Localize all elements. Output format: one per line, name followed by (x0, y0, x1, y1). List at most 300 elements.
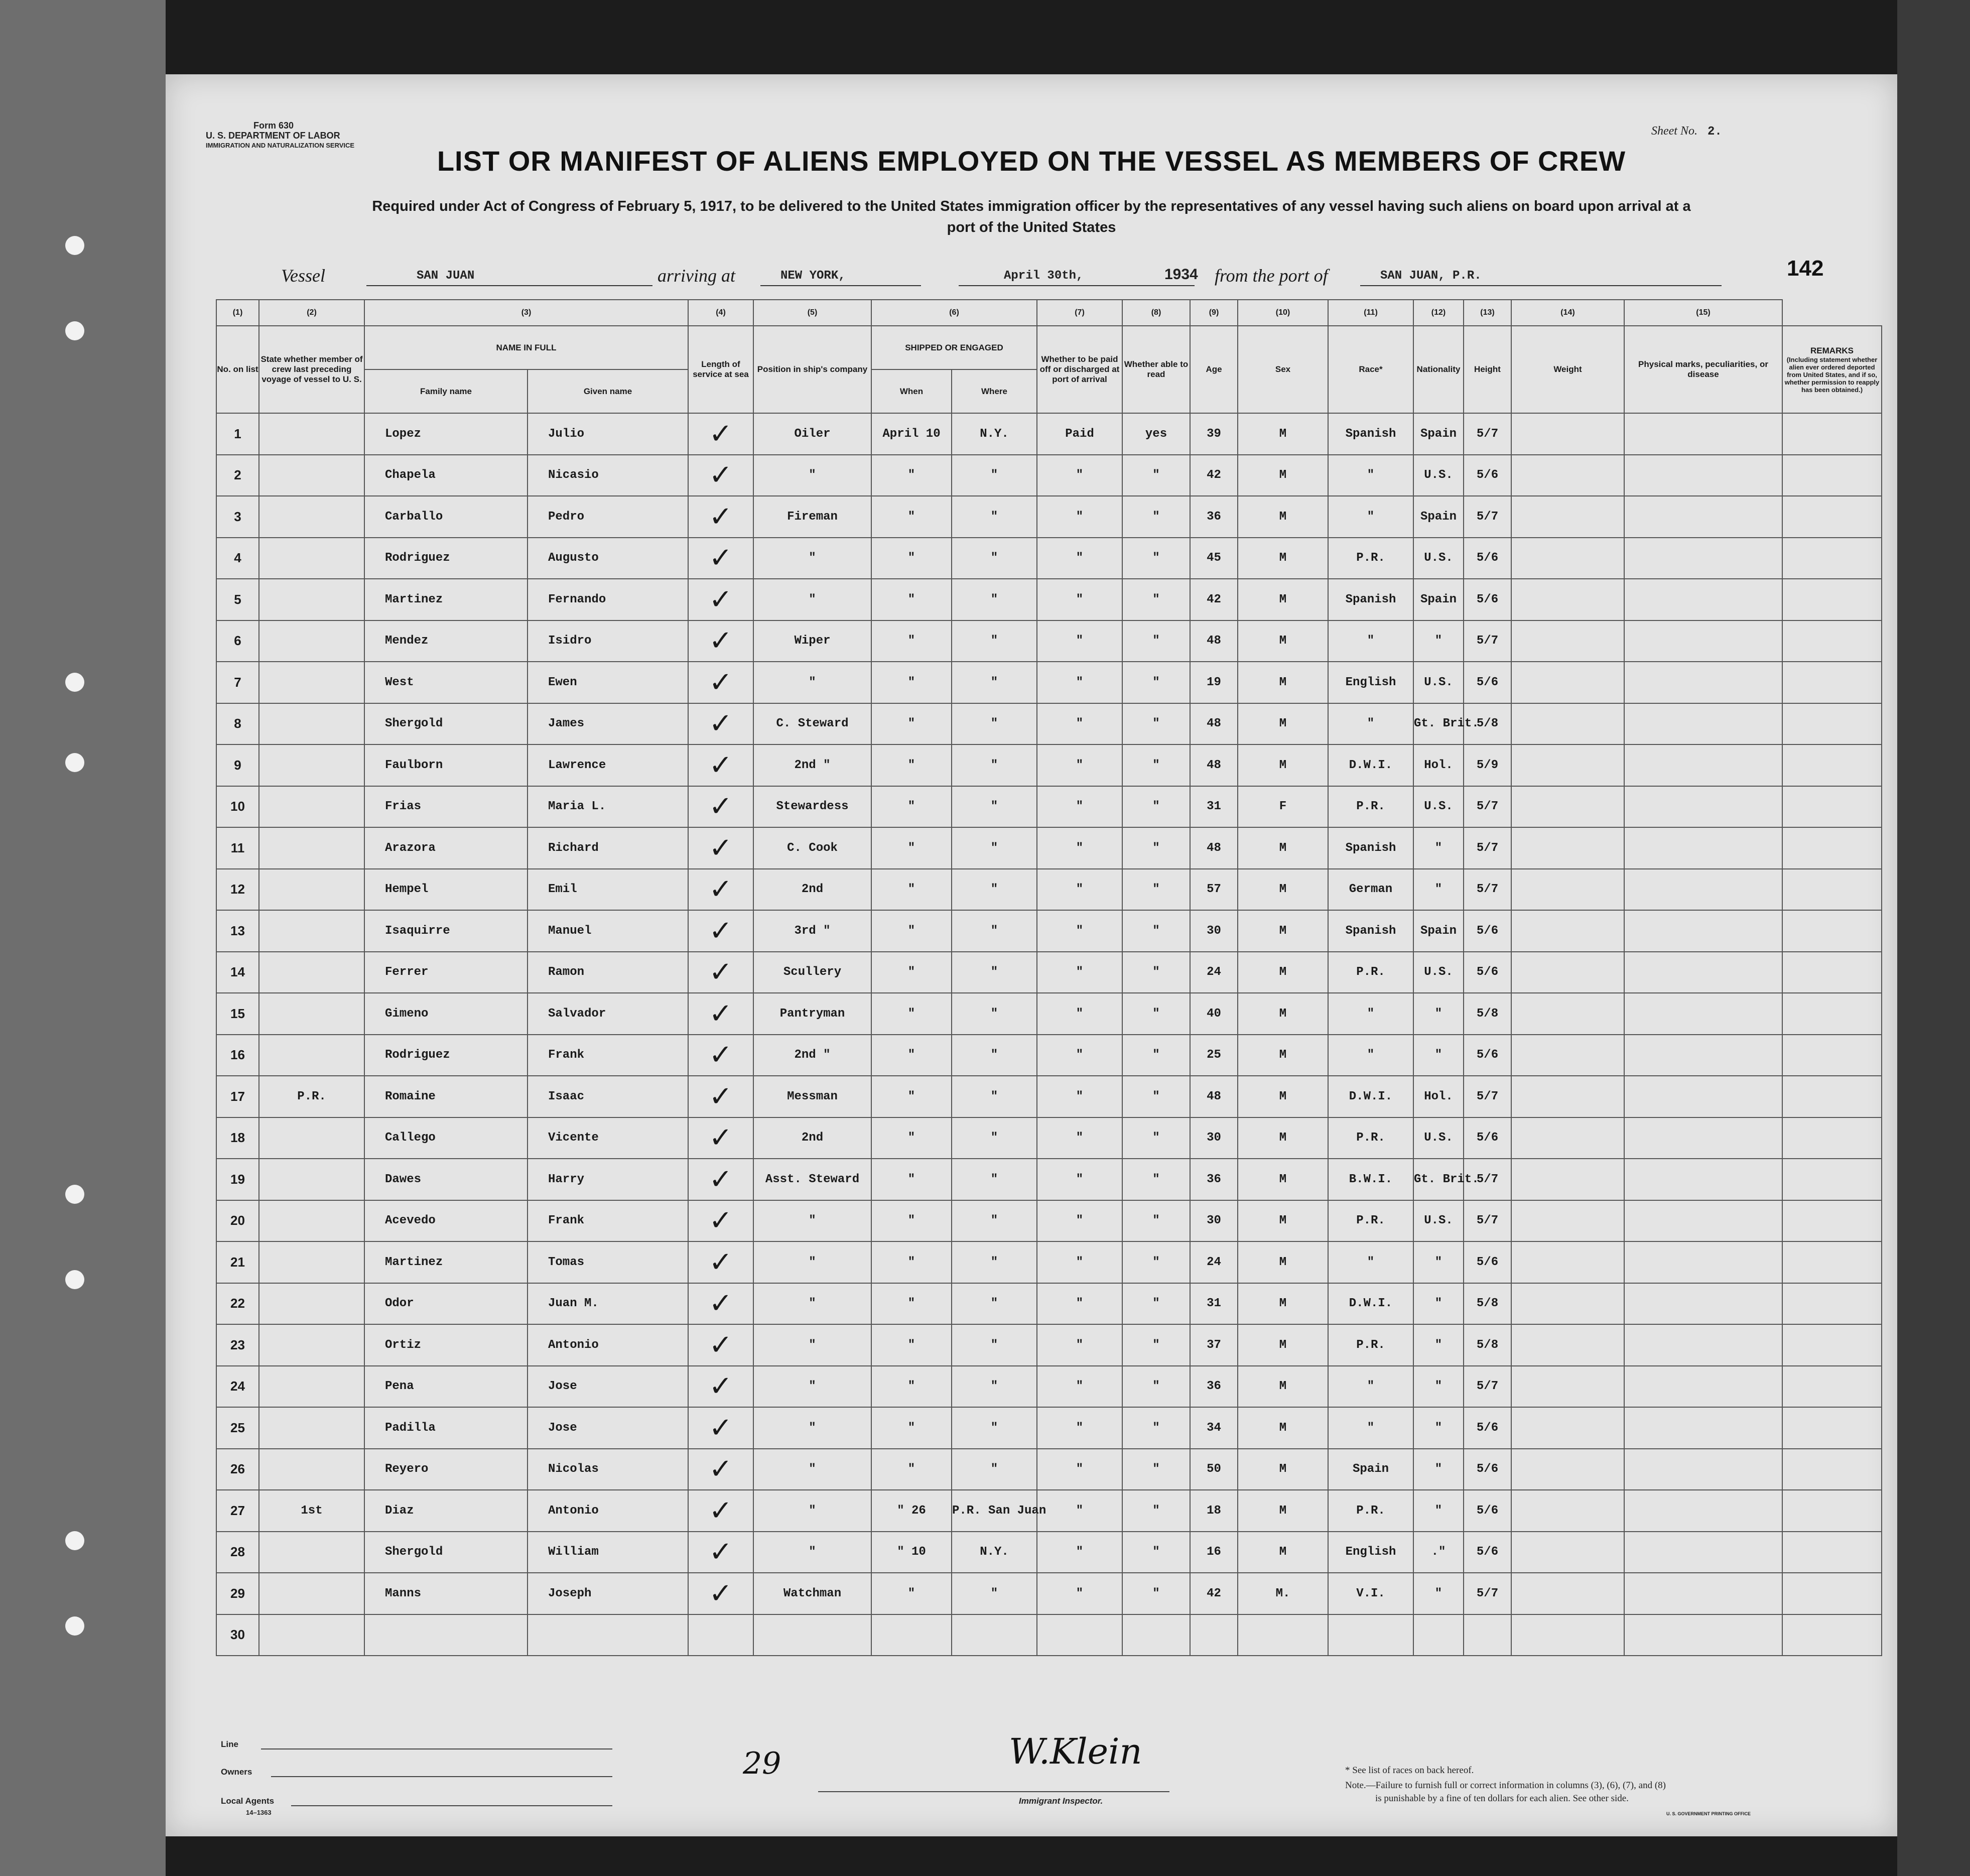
given-name-cell: Vicente (528, 1117, 688, 1159)
remarks-cell (1782, 1324, 1882, 1366)
race-cell: " (1328, 455, 1413, 496)
header-paid-off: Whether to be paid off or discharged at port of arrival (1037, 326, 1122, 413)
table-row (216, 1449, 1882, 1490)
remarks-cell (1782, 1490, 1882, 1532)
family-name-cell: Diaz (364, 1490, 528, 1532)
race-cell: " (1328, 1035, 1413, 1076)
age-cell: 50 (1190, 1449, 1238, 1490)
age-cell: 30 (1190, 1117, 1238, 1159)
sex-cell: M (1238, 1200, 1328, 1242)
state-whether-cell (259, 744, 364, 786)
sheet-label: Sheet No. (1651, 124, 1697, 138)
service-checkmark: ✓ (688, 1035, 753, 1076)
state-whether-cell: P.R. (259, 1076, 364, 1117)
physical-marks-cell (1624, 1449, 1782, 1490)
height-cell: 5/7 (1464, 1159, 1511, 1200)
binder-hole (65, 321, 84, 340)
remarks-cell (1782, 910, 1882, 952)
remarks-cell (1782, 1573, 1882, 1614)
weight-cell (1511, 1159, 1624, 1200)
position-cell: " (753, 1241, 871, 1283)
shipped-where-cell: P.R. San Juan (952, 1490, 1037, 1532)
able-read-cell: " (1122, 538, 1190, 579)
vessel-underline (366, 285, 652, 286)
weight-cell (1511, 662, 1624, 703)
shipped-when-cell: " (871, 703, 952, 745)
shipped-when-cell: " (871, 869, 952, 911)
weight-cell (1511, 455, 1624, 496)
paid-off-cell: " (1037, 1076, 1122, 1117)
service-checkmark: ✓ (688, 620, 753, 662)
physical-marks-cell (1624, 952, 1782, 993)
remarks-cell (1782, 1200, 1882, 1242)
height-cell: 5/6 (1464, 1035, 1511, 1076)
age-cell: 48 (1190, 620, 1238, 662)
shipped-where-cell: " (952, 993, 1037, 1035)
shipped-where-cell: " (952, 1117, 1037, 1159)
able-read-cell: " (1122, 1200, 1190, 1242)
row-number: 10 (216, 786, 259, 828)
note-line-2: is punishable by a fine of ten dollars for each alien. See other side. (1375, 1793, 1629, 1804)
sex-cell: M. (1238, 1573, 1328, 1614)
row-number: 16 (216, 1035, 259, 1076)
physical-marks-cell (1624, 827, 1782, 869)
row-number: 28 (216, 1532, 259, 1573)
age-cell: 42 (1190, 1573, 1238, 1614)
position-cell: Fireman (753, 496, 871, 538)
state-whether-cell (259, 910, 364, 952)
shipped-where-cell: " (952, 496, 1037, 538)
nationality-cell: " (1413, 1241, 1464, 1283)
col-num: (6) (871, 300, 1037, 326)
remarks-cell (1782, 1366, 1882, 1408)
sex-cell: M (1238, 1159, 1328, 1200)
row-number: 19 (216, 1159, 259, 1200)
physical-marks-cell (1624, 1366, 1782, 1408)
race-cell: P.R. (1328, 1117, 1413, 1159)
col-num: (9) (1190, 300, 1238, 326)
shipped-where-cell: " (952, 538, 1037, 579)
family-name-cell: Romaine (364, 1076, 528, 1117)
given-name-cell: Isaac (528, 1076, 688, 1117)
state-whether-cell (259, 827, 364, 869)
col-num: (1) (216, 300, 259, 326)
crew-rows (216, 413, 1882, 1656)
shipped-where-cell: " (952, 1200, 1037, 1242)
weight-cell (1511, 869, 1624, 911)
row-number: 20 (216, 1200, 259, 1242)
family-name-cell (364, 1614, 528, 1656)
nationality-cell: " (1413, 1407, 1464, 1449)
service-name: IMMIGRATION AND NATURALIZATION SERVICE (206, 142, 355, 149)
given-name-cell: William (528, 1532, 688, 1573)
table-row (216, 579, 1882, 620)
sex-cell (1238, 1614, 1328, 1656)
binder-hole (65, 673, 84, 692)
able-read-cell: " (1122, 496, 1190, 538)
family-name-cell: Frias (364, 786, 528, 828)
shipped-where-cell: N.Y. (952, 1532, 1037, 1573)
weight-cell (1511, 1200, 1624, 1242)
table-row (216, 1200, 1882, 1242)
age-cell: 40 (1190, 993, 1238, 1035)
age-cell: 48 (1190, 827, 1238, 869)
position-cell: " (753, 1490, 871, 1532)
paid-off-cell: " (1037, 1200, 1122, 1242)
col-num: (15) (1624, 300, 1782, 326)
shipped-when-cell: " (871, 1407, 952, 1449)
weight-cell (1511, 1035, 1624, 1076)
family-name-cell: Isaquirre (364, 910, 528, 952)
nationality-cell: " (1413, 1324, 1464, 1366)
from-port-underline (1360, 285, 1722, 286)
physical-marks-cell (1624, 413, 1782, 455)
paid-off-cell: " (1037, 1490, 1122, 1532)
note-line-1: Note.—Failure to furnish full or correct information in columns (3), (6), (7), and (8) (1345, 1780, 1666, 1791)
height-cell: 5/7 (1464, 827, 1511, 869)
height-cell: 5/6 (1464, 455, 1511, 496)
page-number: 142 (1787, 256, 1824, 281)
able-read-cell: " (1122, 827, 1190, 869)
remarks-cell (1782, 1076, 1882, 1117)
height-cell: 5/6 (1464, 538, 1511, 579)
remarks-cell (1782, 1241, 1882, 1283)
sex-cell: M (1238, 993, 1328, 1035)
sex-cell: M (1238, 869, 1328, 911)
age-cell: 16 (1190, 1532, 1238, 1573)
state-whether-cell (259, 1614, 364, 1656)
nationality-cell: Hol. (1413, 744, 1464, 786)
physical-marks-cell (1624, 1324, 1782, 1366)
shipped-when-cell: " (871, 620, 952, 662)
age-cell: 45 (1190, 538, 1238, 579)
header-sex: Sex (1238, 326, 1328, 413)
able-read-cell: " (1122, 744, 1190, 786)
weight-cell (1511, 1407, 1624, 1449)
shipped-where-cell: " (952, 1407, 1037, 1449)
race-cell: P.R. (1328, 1490, 1413, 1532)
row-number: 14 (216, 952, 259, 993)
able-read-cell: " (1122, 1490, 1190, 1532)
col-num: (14) (1511, 300, 1624, 326)
shipped-when-cell: " (871, 952, 952, 993)
sex-cell: M (1238, 744, 1328, 786)
shipped-where-cell: " (952, 1241, 1037, 1283)
shipped-when-cell: " (871, 1324, 952, 1366)
binder-hole (65, 1531, 84, 1550)
age-cell: 31 (1190, 786, 1238, 828)
weight-cell (1511, 993, 1624, 1035)
state-whether-cell (259, 869, 364, 911)
position-cell: " (753, 1324, 871, 1366)
height-cell: 5/9 (1464, 744, 1511, 786)
age-cell: 30 (1190, 1200, 1238, 1242)
able-read-cell: " (1122, 1159, 1190, 1200)
family-name-cell: Padilla (364, 1407, 528, 1449)
family-name-cell: Reyero (364, 1449, 528, 1490)
shipped-when-cell: " (871, 1241, 952, 1283)
row-number: 18 (216, 1117, 259, 1159)
table-row (216, 1283, 1882, 1325)
inspector-signature: W.Klein (1009, 1731, 1142, 1772)
physical-marks-cell (1624, 620, 1782, 662)
row-number: 1 (216, 413, 259, 455)
weight-cell (1511, 1614, 1624, 1656)
service-checkmark: ✓ (688, 538, 753, 579)
binder-hole (65, 1616, 84, 1636)
state-whether-cell (259, 1449, 364, 1490)
film-left-border (0, 0, 166, 1876)
sex-cell: M (1238, 1324, 1328, 1366)
race-cell: P.R. (1328, 1200, 1413, 1242)
table-row (216, 662, 1882, 703)
row-number: 23 (216, 1324, 259, 1366)
able-read-cell: " (1122, 1532, 1190, 1573)
physical-marks-cell (1624, 1035, 1782, 1076)
binder-hole (65, 1270, 84, 1289)
height-cell: 5/7 (1464, 1076, 1511, 1117)
table-row (216, 620, 1882, 662)
row-number: 7 (216, 662, 259, 703)
position-cell: " (753, 662, 871, 703)
sex-cell: M (1238, 496, 1328, 538)
shipped-when-cell: " (871, 1449, 952, 1490)
position-cell: C. Steward (753, 703, 871, 745)
state-whether-cell (259, 662, 364, 703)
table-row (216, 786, 1882, 828)
paid-off-cell: " (1037, 1283, 1122, 1325)
service-checkmark: ✓ (688, 1200, 753, 1242)
height-cell: 5/8 (1464, 993, 1511, 1035)
family-name-cell: Ortiz (364, 1324, 528, 1366)
row-number: 6 (216, 620, 259, 662)
sex-cell: M (1238, 579, 1328, 620)
header-shipped-engaged: SHIPPED OR ENGAGED (871, 326, 1037, 369)
shipped-when-cell: " (871, 538, 952, 579)
position-cell: C. Cook (753, 827, 871, 869)
position-cell (753, 1614, 871, 1656)
position-cell: Oiler (753, 413, 871, 455)
shipped-where-cell: " (952, 579, 1037, 620)
table-row (216, 1241, 1882, 1283)
table-row (216, 1573, 1882, 1614)
header-given-name: Given name (528, 369, 688, 413)
service-checkmark: ✓ (688, 496, 753, 538)
height-cell: 5/6 (1464, 1449, 1511, 1490)
table-row (216, 910, 1882, 952)
family-name-cell: Shergold (364, 703, 528, 745)
race-cell: P.R. (1328, 538, 1413, 579)
row-number: 25 (216, 1407, 259, 1449)
able-read-cell: " (1122, 869, 1190, 911)
race-note: * See list of races on back hereof. (1345, 1765, 1474, 1776)
given-name-cell: Joseph (528, 1573, 688, 1614)
physical-marks-cell (1624, 1283, 1782, 1325)
race-cell: D.W.I. (1328, 744, 1413, 786)
state-whether-cell (259, 1200, 364, 1242)
table-row (216, 1117, 1882, 1159)
column-number-row (216, 300, 1882, 326)
weight-cell (1511, 703, 1624, 745)
sex-cell: M (1238, 662, 1328, 703)
shipped-where-cell: " (952, 1035, 1037, 1076)
nationality-cell: " (1413, 1490, 1464, 1532)
shipped-when-cell: " 10 (871, 1532, 952, 1573)
weight-cell (1511, 496, 1624, 538)
remarks-cell (1782, 703, 1882, 745)
shipped-when-cell: " (871, 1159, 952, 1200)
remarks-cell (1782, 952, 1882, 993)
position-cell: 3rd " (753, 910, 871, 952)
race-cell: English (1328, 1532, 1413, 1573)
race-cell: D.W.I. (1328, 1283, 1413, 1325)
shipped-where-cell: " (952, 1159, 1037, 1200)
table-row (216, 744, 1882, 786)
given-name-cell: Nicolas (528, 1449, 688, 1490)
race-cell: P.R. (1328, 1324, 1413, 1366)
header-weight: Weight (1511, 326, 1624, 413)
race-cell (1328, 1614, 1413, 1656)
race-cell: " (1328, 1407, 1413, 1449)
paid-off-cell: " (1037, 993, 1122, 1035)
row-number: 5 (216, 579, 259, 620)
paid-off-cell: " (1037, 910, 1122, 952)
family-name-cell: Rodriguez (364, 538, 528, 579)
service-checkmark: ✓ (688, 1241, 753, 1283)
nationality-cell: Gt. Brit. (1413, 703, 1464, 745)
header-nationality: Nationality (1413, 326, 1464, 413)
able-read-cell (1122, 1614, 1190, 1656)
height-cell: 5/7 (1464, 413, 1511, 455)
header-where: Where (952, 369, 1037, 413)
shipped-where-cell: " (952, 786, 1037, 828)
sex-cell: M (1238, 455, 1328, 496)
header-position: Position in ship's company (753, 326, 871, 413)
header-family-name: Family name (364, 369, 528, 413)
height-cell: 5/6 (1464, 579, 1511, 620)
col-num: (4) (688, 300, 753, 326)
state-whether-cell (259, 952, 364, 993)
paid-off-cell: " (1037, 455, 1122, 496)
service-checkmark: ✓ (688, 1573, 753, 1614)
header-age: Age (1190, 326, 1238, 413)
sex-cell: M (1238, 1035, 1328, 1076)
arriving-underline (760, 285, 921, 286)
position-cell: " (753, 1200, 871, 1242)
state-whether-cell (259, 1573, 364, 1614)
given-name-cell: Pedro (528, 496, 688, 538)
race-cell: " (1328, 1241, 1413, 1283)
state-whether-cell (259, 579, 364, 620)
nationality-cell: U.S. (1413, 662, 1464, 703)
position-cell: Wiper (753, 620, 871, 662)
paid-off-cell: " (1037, 579, 1122, 620)
from-port-label: from the port of (1215, 266, 1328, 286)
physical-marks-cell (1624, 1407, 1782, 1449)
race-cell: Spanish (1328, 579, 1413, 620)
given-name-cell: Antonio (528, 1490, 688, 1532)
physical-marks-cell (1624, 1200, 1782, 1242)
sex-cell: M (1238, 538, 1328, 579)
physical-marks-cell (1624, 744, 1782, 786)
given-name-cell: Frank (528, 1035, 688, 1076)
inspector-initials: 29 (743, 1746, 781, 1781)
shipped-where-cell: " (952, 952, 1037, 993)
given-name-cell: Isidro (528, 620, 688, 662)
position-cell: 2nd " (753, 744, 871, 786)
shipped-where-cell: " (952, 1076, 1037, 1117)
table-row (216, 538, 1882, 579)
age-cell: 36 (1190, 1366, 1238, 1408)
shipped-where-cell: " (952, 455, 1037, 496)
race-cell: D.W.I. (1328, 1076, 1413, 1117)
physical-marks-cell (1624, 1532, 1782, 1573)
given-name-cell: Antonio (528, 1324, 688, 1366)
paid-off-cell: " (1037, 869, 1122, 911)
given-name-cell: Nicasio (528, 455, 688, 496)
table-row (216, 1366, 1882, 1408)
weight-cell (1511, 952, 1624, 993)
age-cell: 31 (1190, 1283, 1238, 1325)
paid-off-cell: " (1037, 1324, 1122, 1366)
nationality-cell: " (1413, 869, 1464, 911)
header-height: Height (1464, 326, 1511, 413)
weight-cell (1511, 1573, 1624, 1614)
sex-cell: M (1238, 1117, 1328, 1159)
physical-marks-cell (1624, 1117, 1782, 1159)
position-cell: 2nd " (753, 1035, 871, 1076)
remarks-cell (1782, 1614, 1882, 1656)
weight-cell (1511, 1532, 1624, 1573)
race-cell: English (1328, 662, 1413, 703)
nationality-cell: " (1413, 1283, 1464, 1325)
remarks-cell (1782, 455, 1882, 496)
shipped-where-cell: " (952, 827, 1037, 869)
service-checkmark: ✓ (688, 869, 753, 911)
header-state-whether: State whether member of crew last preceding voyage of vessel to U. S. (259, 326, 364, 413)
shipped-where-cell: " (952, 910, 1037, 952)
shipped-when-cell: " (871, 1283, 952, 1325)
service-checkmark: ✓ (688, 1490, 753, 1532)
paid-off-cell: " (1037, 1449, 1122, 1490)
age-cell: 37 (1190, 1324, 1238, 1366)
height-cell: 5/6 (1464, 1532, 1511, 1573)
family-name-cell: Acevedo (364, 1200, 528, 1242)
service-checkmark: ✓ (688, 1159, 753, 1200)
sex-cell: M (1238, 827, 1328, 869)
paid-off-cell: " (1037, 496, 1122, 538)
nationality-cell: Spain (1413, 413, 1464, 455)
age-cell: 36 (1190, 1159, 1238, 1200)
table-row (216, 1407, 1882, 1449)
weight-cell (1511, 579, 1624, 620)
arrival-year: 1934 (1164, 266, 1198, 283)
family-name-cell: Hempel (364, 869, 528, 911)
race-cell: " (1328, 1366, 1413, 1408)
physical-marks-cell (1624, 786, 1782, 828)
remarks-cell (1782, 1449, 1882, 1490)
family-name-cell: Gimeno (364, 993, 528, 1035)
height-cell: 5/6 (1464, 1407, 1511, 1449)
service-checkmark: ✓ (688, 1532, 753, 1573)
family-name-cell: Ferrer (364, 952, 528, 993)
height-cell: 5/7 (1464, 869, 1511, 911)
table-row (216, 496, 1882, 538)
given-name-cell (528, 1614, 688, 1656)
nationality-cell: " (1413, 1035, 1464, 1076)
service-checkmark: ✓ (688, 662, 753, 703)
shipped-when-cell: " (871, 993, 952, 1035)
